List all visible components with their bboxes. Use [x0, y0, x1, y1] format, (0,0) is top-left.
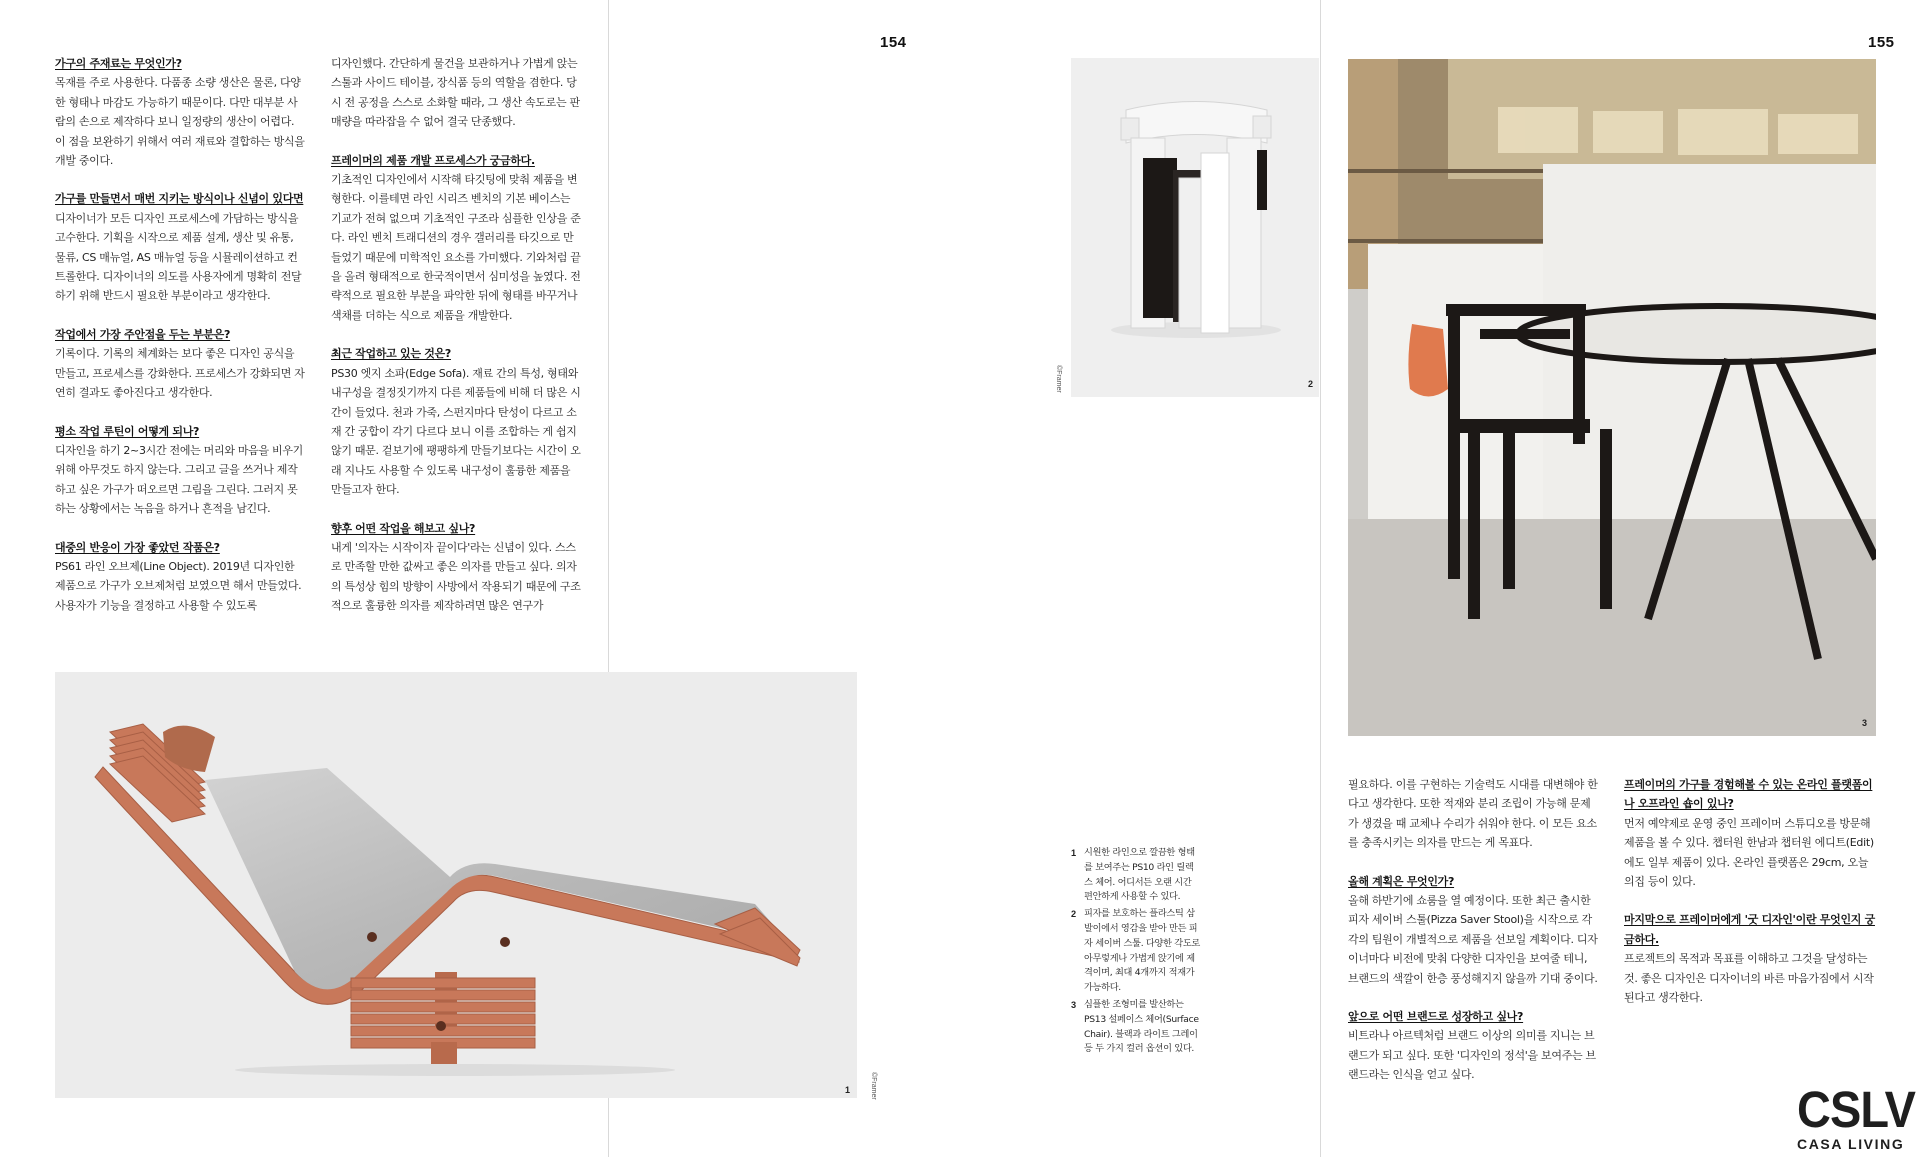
qa-block [331, 344, 583, 499]
photo-surface-chair-interior [1348, 59, 1876, 736]
answer: 기초적인 디자인에서 시작해 타깃팅에 맞춰 제품을 변형한다. 이를테면 라인 시리즈 벤치의 기본 베이스는 기교가 전혀 없으며 기초적인 구조라 심플한 인상을 준다. 라인 벤치 트래디션의 경우 갤러리를 타깃으로 만들었기 때문에 미학적인 요소를 가미했다. 기와처럼 끝을 올려 형태적으로 한국적이면서 심미성을 높였다. 전략적으로 필요한 부분을 파악한 뒤에 형태를 바꾸거나 색채를 더하는 식으로 제품을 개발한다. [331, 173, 581, 322]
logo-main: CSLV [1797, 1081, 1915, 1138]
caption-number: 3 [1071, 999, 1076, 1010]
photo-credit: ©Framer [870, 1072, 877, 1100]
lounge-chair-illustration [55, 672, 857, 1098]
page-number-right: 155 [1868, 34, 1895, 51]
answer: 먼저 예약제로 운영 중인 프레이머 스튜디오를 방문해 제품을 볼 수 있다. 챕터원 한남과 챕터원 에디트(Edit)에도 일부 제품이 있다. 온라인 플랫폼은 29cm, 오늘의집 등이 있다. [1624, 816, 1874, 889]
question: 가구의 주재료는 무엇인가? [55, 57, 182, 70]
interview-column-2 [331, 54, 583, 635]
question: 프레이머의 가구를 경험해볼 수 있는 온라인 플랫폼이나 오프라인 숍이 있나? [1624, 778, 1873, 811]
figure-number-3: 3 [1862, 718, 1868, 728]
answer: 내게 '의자는 시작이자 끝이다'라는 신념이 있다. 스스로 만족할 만한 값싸고 좋은 의자를 만들고 싶다. 의자의 특성상 힘의 방향이 사방에서 작용되기 때문에 구조적으로 훌륭한 의자를 제작하려면 많은 연구가 [331, 540, 581, 613]
answer: 올해 하반기에 쇼룸을 열 예정이다. 또한 최근 출시한 피자 세이버 스툴(Pizza Saver Stool)을 시작으로 각각의 팀원이 개별적으로 제품을 선보일 계획이다. 디자이너마다 비전에 맞춰 다양한 디자인을 보여줄 테니, 브랜드의 색깔이 한층 풍성해지지 않을까 기대 중이다. [1348, 894, 1598, 985]
qa-block [1624, 775, 1876, 891]
qa-block [55, 54, 305, 170]
logo-sub: CASA LIVING [1797, 1136, 1905, 1152]
qa-block [55, 422, 305, 519]
answer: 목재를 주로 사용한다. 다품종 소량 생산은 물론, 다양한 형태나 마감도 가능하기 때문이다. 다만 대부분 사람의 손으로 제작하다 보니 일정량의 생산이 어렵다. 이 점을 보완하기 위해서 여러 재료와 결합하는 방식을 개발 중이다. [55, 76, 305, 168]
interview-column-4 [1624, 775, 1876, 1026]
answer: 기록이다. 기록의 체계화는 보다 좋은 디자인 공식을 만들고, 프로세스를 강화한다. 프로세스가 강화되면 자연히 결과도 좋아진다고 생각한다. [55, 347, 305, 400]
caption-number: 1 [1071, 848, 1076, 858]
question: 최근 작업하고 있는 것은? [331, 347, 451, 361]
answer: 비트라나 아르텍처럼 브랜드 이상의 의미를 지니는 브랜드가 되고 싶다. 또한 '디자인의 정석'을 보여주는 브랜드라는 인식을 얻고 싶다. [1348, 1029, 1596, 1082]
gutter-line-right [1320, 0, 1321, 1157]
answer: 디자인을 하기 2~3시간 전에는 머리와 마음을 비우기 위해 아무것도 하지 않는다. 그리고 글을 쓰거나 제작하고 싶은 가구가 떠오르면 그림을 그린다. 그러지 못하는 상황에서는 녹음을 하거나 흔적을 남긴다. [55, 443, 304, 516]
question: 향후 어떤 작업을 해보고 싶나? [331, 521, 476, 535]
caption-number: 2 [1071, 909, 1076, 920]
qa-block [331, 519, 583, 616]
question: 프레이머의 제품 개발 프로세스가 궁금하다. [331, 153, 535, 167]
qa-block [1624, 910, 1876, 1007]
answer: 프로젝트의 목적과 목표를 이해하고 그것을 달성하는 것. 좋은 디자인은 디자이너의 바른 마음가짐에서 시작된다고 생각한다. [1624, 952, 1874, 1005]
interview-column-1 [55, 54, 305, 634]
caption-item [1071, 846, 1201, 905]
question: 마지막으로 프레이머에게 '굿 디자인'이란 무엇인지 궁금하다. [1624, 913, 1875, 946]
answer-continued: 필요하다. 이를 구현하는 기술력도 시대를 대변해야 한다고 생각한다. 또한 적재와 분리 조립이 가능해 문제가 생겼을 때 교체나 수리가 쉬워야 한다. 이 모든 요소를 충족시키는 의자를 만드는 게 목표다. [1348, 778, 1598, 850]
photo-lounge-chair [55, 672, 857, 1098]
figure-number-1: 1 [845, 1085, 851, 1095]
photo-captions [1071, 846, 1201, 1059]
interview-column-3 [1348, 775, 1598, 1104]
caption-text: 피자를 보호하는 플라스틱 삼발이에서 영감을 받아 만든 피자 세이버 스툴. 다양한 각도로 아무렇게나 가볍게 앉기에 제격이며, 최대 4개까지 적재가 가능하다. [1084, 908, 1201, 994]
photo-credit: ©Framer [1055, 365, 1062, 393]
answer: PS30 엣지 소파(Edge Sofa). 재료 간의 특성, 형태와 내구성을 결정짓기까지 다른 제품들에 비해 더 많은 시간이 들었다. 천과 가죽, 스펀지마다 탄성이 다르고 소재 간 궁합이 각기 다르다 보니 이를 조합하는 게 쉽지 않기 때문. 겉보기에 팽팽하게 만들기보다는 시간이 오래 지나도 사용할 수 있도록 내구성이 훌륭한 제품을 만들고자 한다. [331, 366, 581, 497]
figure-number-2: 2 [1308, 379, 1314, 389]
question: 가구를 만들면서 매번 지키는 방식이나 신념이 있다면 [55, 192, 304, 206]
stool-illustration [1071, 58, 1319, 397]
caption-text: 시원한 라인으로 깔끔한 형태를 보여주는 PS10 라인 릴렉스 체어. 어디서든 오랜 시간 편안하게 사용할 수 있다. [1084, 847, 1195, 903]
qa-block [55, 325, 305, 403]
question: 대중의 반응이 가장 좋았던 작품은? [55, 540, 220, 554]
qa-block [55, 538, 305, 616]
answer: PS61 라인 오브제(Line Object). 2019년 디자인한 제품으로 가구가 오브제처럼 보였으면 해서 만들었다. 사용자가 기능을 결정하고 사용할 수 있도록 [55, 559, 302, 612]
answer: 디자이너가 모든 디자인 프로세스에 가담하는 방식을 고수한다. 기획을 시작으로 제품 설계, 생산 및 유통, 물류, CS 매뉴얼, AS 매뉴얼 등을 시뮬레이션하고 컨트롤한다. 디자이너의 의도를 사용자에게 명확히 전달하기 위해 반드시 필요한 부분이라고 생각한다. [55, 211, 302, 303]
question: 평소 작업 루틴이 어떻게 되나? [55, 424, 200, 438]
question: 작업에서 가장 주안점을 두는 부분은? [55, 327, 231, 341]
caption-text: 심플한 조형미를 발산하는 PS13 설페이스 체어(Surface Chair). 블랙과 라이트 그레이 등 두 가지 컬러 옵션이 있다. [1084, 998, 1199, 1055]
interior-illustration [1348, 59, 1876, 736]
qa-block [55, 189, 305, 305]
page-number-left: 154 [880, 34, 907, 51]
qa-block [331, 151, 583, 326]
qa-block [1348, 872, 1598, 988]
caption-item [1071, 907, 1201, 996]
qa-block [1348, 1007, 1598, 1085]
question: 앞으로 어떤 브랜드로 성장하고 싶나? [1348, 1010, 1524, 1024]
casa-living-logo [1797, 1081, 1920, 1152]
caption-item [1071, 998, 1201, 1057]
question: 올해 계획은 무엇인가? [1348, 874, 1455, 888]
photo-pizza-saver-stool [1071, 58, 1319, 397]
answer-continued: 디자인했다. 간단하게 물건을 보관하거나 가볍게 앉는 스툴과 사이드 테이블, 장식품 등의 역할을 겸한다. 당시 전 공정을 스스로 소화할 때라, 그 생산 속도로는 판매량을 따라잡을 수 없어 결국 단종했다. [331, 57, 580, 129]
